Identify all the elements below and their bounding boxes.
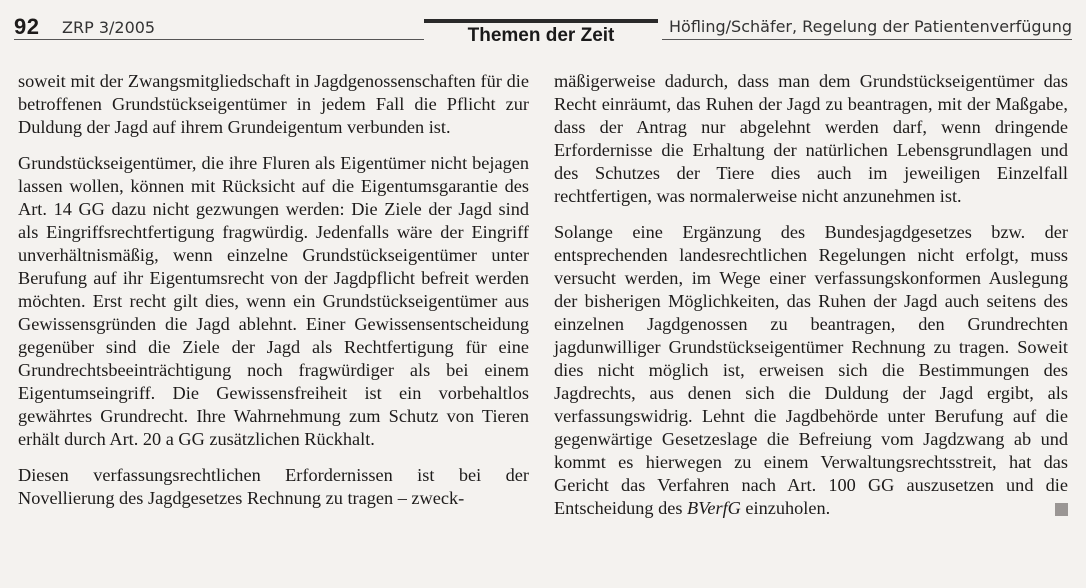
left-column [18, 70, 529, 523]
right-paragraph-2-end: einzuholen. [740, 498, 831, 518]
header-rule-right [662, 39, 1072, 40]
running-title: Höfling/Schäfer, Regelung der Patientenverfügung [669, 17, 1072, 36]
right-column [554, 70, 1068, 533]
header-rule-left [14, 39, 424, 40]
right-paragraph-2-text: Solange eine Ergänzung des Bundesjagdgesetzes bzw. der entsprechenden landesrechtlichen Regelungen nicht erfolgt, muss versucht werden, im Wege einer verfassungskonformen Auslegung der bisherigen Möglichkeiten, das Ruhen der Jagd auch seitens des einzelnen Jagdgenossen zu beantragen, den Grundrechten jagdunwilliger Grundstückseigentümer Rechnung zu tragen. Soweit dies nicht möglich ist, erweisen sich die Bestimmungen des Jagdrechts, aus denen sich die Duldung der Jagd ergibt, als verfassungswidrig. Lehnt die Jagdbehörde unter Berufung auf die gegenwärtige Gesetzeslage die Befreiung vom Jagdzwang ab und kommt es hierwegen zu einem Verwaltungsrechtsstreit, hat das Gericht das Verfahren nach Art. 100 GG auszusetzen und die Entscheidung des [554, 222, 1068, 518]
right-paragraph-1: mäßigerweise dadurch, dass man dem Grundstückseigentümer das Recht einräumt, das Ruhen der Jagd zu beantragen, mit der Maßgabe, dass der Antrag nur abgelehnt werden darf, wenn dringende Erfordernisse die Erhaltung der natürlichen Lebensgrundlagen und des Schutzes der Tiere dies auch im jeweiligen Einzelfall rechtfertigen, was normalerweise nicht anzunehmen ist. [554, 71, 1068, 206]
section-title: Themen der Zeit [467, 25, 615, 46]
page-header [0, 0, 1086, 60]
section-bar [424, 19, 658, 23]
end-of-article-mark [1055, 503, 1068, 516]
journal-issue: ZRP 3/2005 [62, 18, 156, 37]
left-paragraph-1: soweit mit der Zwangsmitgliedschaft in Jagdgenossenschaften für die betroffenen Grundstückseigentümer in jedem Fall die Pflicht zur Duldung der Jagd auf ihrem Grundeigentum verbunden ist. [18, 71, 529, 137]
court-abbreviation: BVerfG [687, 498, 741, 518]
left-paragraph-3: Diesen verfassungsrechtlichen Erfordernissen ist bei der Novellierung des Jagdgesetzes Rechnung zu tragen – zweck- [18, 465, 529, 508]
page-number: 92 [14, 14, 40, 39]
left-paragraph-2: Grundstückseigentümer, die ihre Fluren als Eigentümer nicht bejagen lassen wollen, können mit Rücksicht auf die Eigentumsgarantie des Art. 14 GG dazu nicht gezwungen werden: Die Ziele der Jagd sind als Eingriffsrechtfertigung fragwürdig. Jedenfalls wäre der Eingriff unverhältnismäßig, wenn einzelne Grundstückseigentümer unter Berufung auf ihr Eigentumsrecht von der Jagdpflicht befreit werden möchten. Erst recht gilt dies, wenn ein Grundstückseigentümer aus Gewissensgründen die Jagd ablehnt. Einer Gewissensentscheidung gegenüber sind die Ziele der Jagd als Rechtfertigung für eine Grundrechtsbeeinträchtigung noch fragwürdiger als bei einem Eigentumseingriff. Die Gewissensfreiheit ist ein vorbehaltlos gewährtes Grundrecht. Ihre Wahrnehmung zum Schutz von Tieren erhält durch Art. 20 a GG zusätzlichen Rückhalt. [18, 153, 529, 449]
right-paragraph-2 [554, 221, 1068, 520]
